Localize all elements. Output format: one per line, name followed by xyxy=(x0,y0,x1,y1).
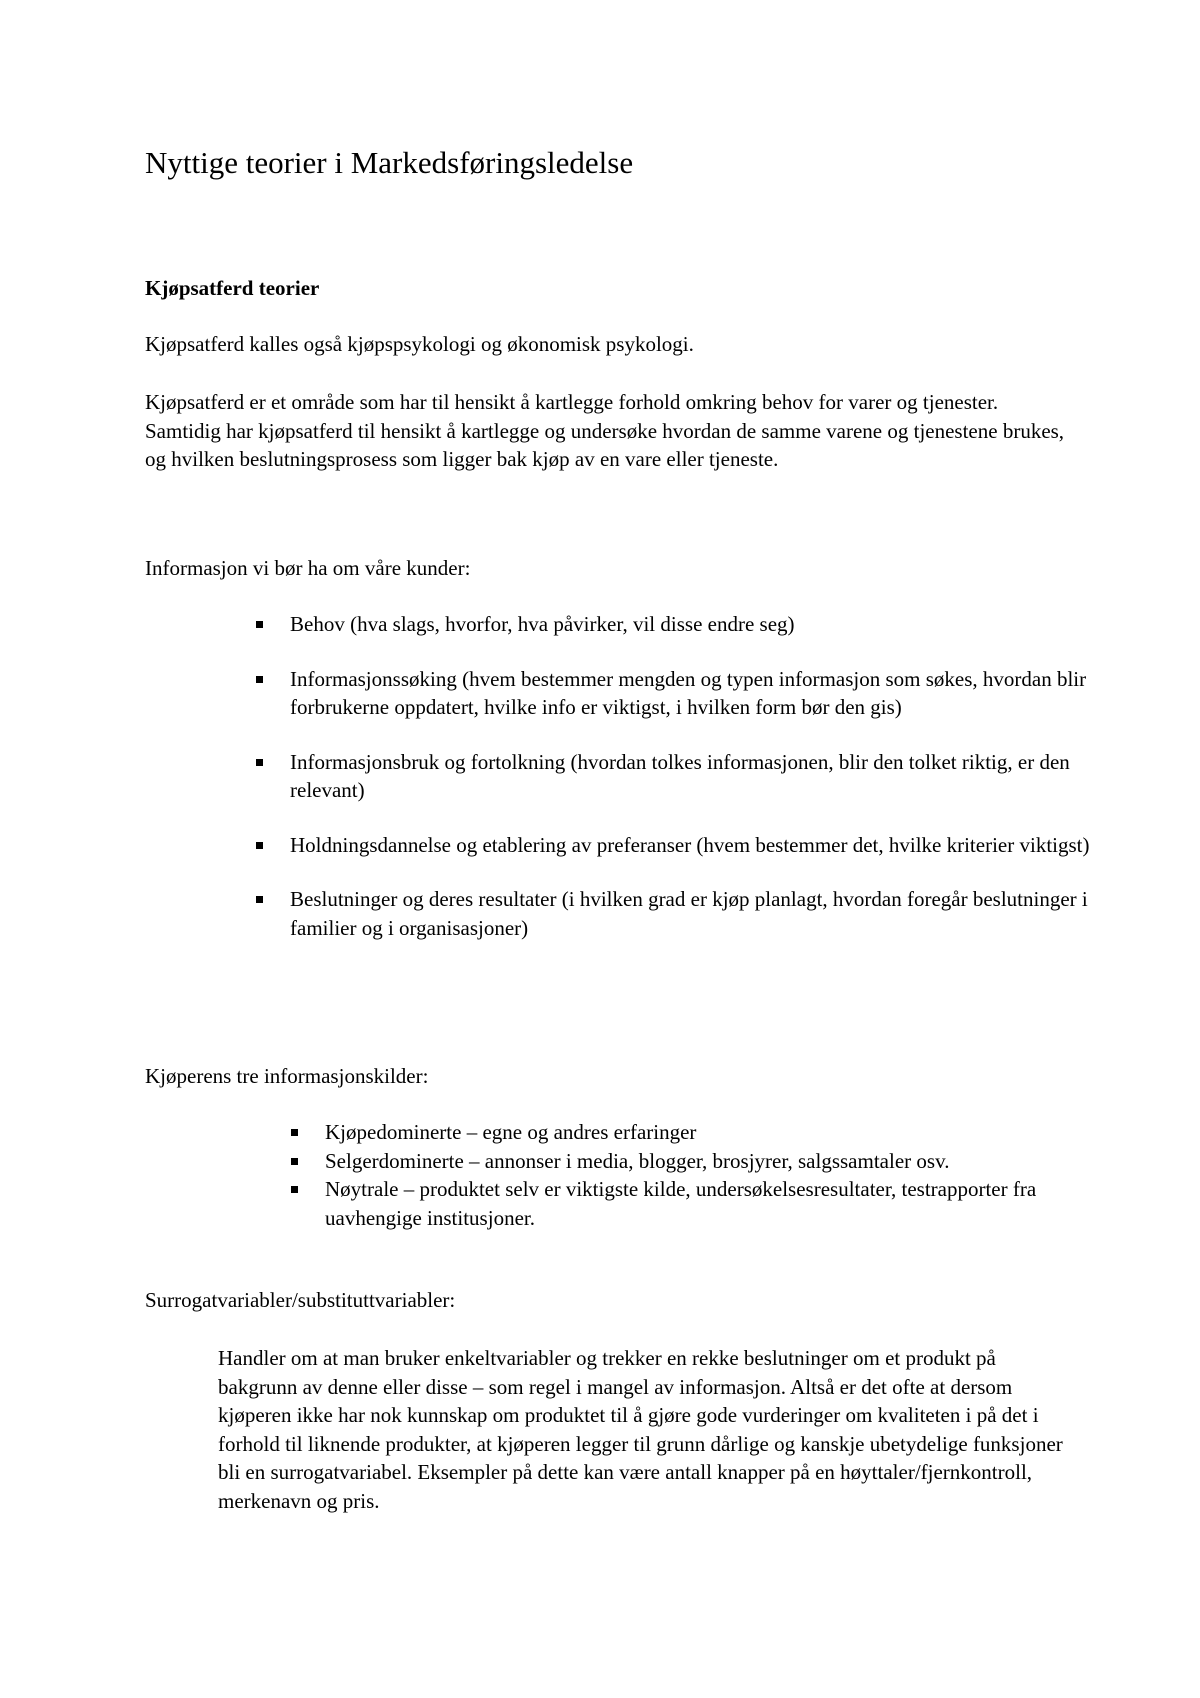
square-bullet-icon xyxy=(256,842,263,849)
square-bullet-icon xyxy=(291,1158,298,1165)
info-heading: Informasjon vi bør ha om våre kunder: xyxy=(145,556,471,580)
sources-list xyxy=(325,1118,1085,1232)
list-item: Informasjonsbruk og fortolkning (hvordan tolkes informasjonen, blir den tolket riktig, er den relevant) xyxy=(290,748,1090,805)
section-heading: Kjøpsatferd teorier xyxy=(145,276,320,300)
list-item: Kjøpedominerte – egne og andres erfaringer xyxy=(325,1118,1085,1147)
surrogate-heading: Surrogatvariabler/substituttvariabler: xyxy=(145,1288,456,1312)
list-item: Selgerdominerte – annonser i media, blogger, brosjyrer, salgssamtaler osv. xyxy=(325,1147,1085,1176)
surrogate-paragraph: Handler om at man bruker enkeltvariabler og trekker en rekke beslutninger om et produkt på bakgrunn av denne eller disse – som regel i mangel av informasjon. Altså er det ofte at dersom kjøperen ikke har nok kunnskap om produktet til å gjøre gode vurderinger om kvaliteten i på det i forhold til liknende produkter, at kjøperen legger til grunn dårlige og kanskje ubetydelige funksjoner bli en surrogatvariabel. Eksempler på dette kan være antall knapper på en høyttaler/fjernkontroll, merkenavn og pris. xyxy=(218,1346,1063,1513)
square-bullet-icon xyxy=(291,1129,298,1136)
square-bullet-icon xyxy=(291,1186,298,1193)
list-item: Informasjonssøking (hvem bestemmer mengden og typen informasjon som søkes, hvordan blir forbrukerne oppdatert, hvilke info er viktigst, i hvilken form bør den gis) xyxy=(290,665,1090,722)
sources-heading: Kjøperens tre informasjonskilder: xyxy=(145,1064,429,1088)
document-title: Nyttige teorier i Markedsføringsledelse xyxy=(145,145,634,180)
intro-paragraph: Kjøpsatferd kalles også kjøpspsykologi og økonomisk psykologi. xyxy=(145,332,694,356)
list-item: Nøytrale – produktet selv er viktigste kilde, undersøkelsesresultater, testrapporter fra uavhengige institusjoner. xyxy=(325,1175,1085,1232)
list-item: Beslutninger og deres resultater (i hvilken grad er kjøp planlagt, hvordan foregår beslutninger i familier og i organisasjoner) xyxy=(290,885,1090,942)
definition-paragraph: Kjøpsatferd er et område som har til hensikt å kartlegge forhold omkring behov for varer og tjenester. Samtidig har kjøpsatferd til hensikt å kartlegge og undersøke hvordan de samme varene og tjenestene brukes, og hvilken beslutningsprosess som ligger bak kjøp av en vare eller tjeneste. xyxy=(145,390,1065,471)
list-item: Holdningsdannelse og etablering av preferanser (hvem bestemmer det, hvilke kriterier viktigst) xyxy=(290,831,1090,860)
square-bullet-icon xyxy=(256,676,263,683)
square-bullet-icon xyxy=(256,896,263,903)
square-bullet-icon xyxy=(256,621,263,628)
list-item: Behov (hva slags, hvorfor, hva påvirker, vil disse endre seg) xyxy=(290,610,1090,639)
info-list xyxy=(290,610,1090,968)
square-bullet-icon xyxy=(256,759,263,766)
